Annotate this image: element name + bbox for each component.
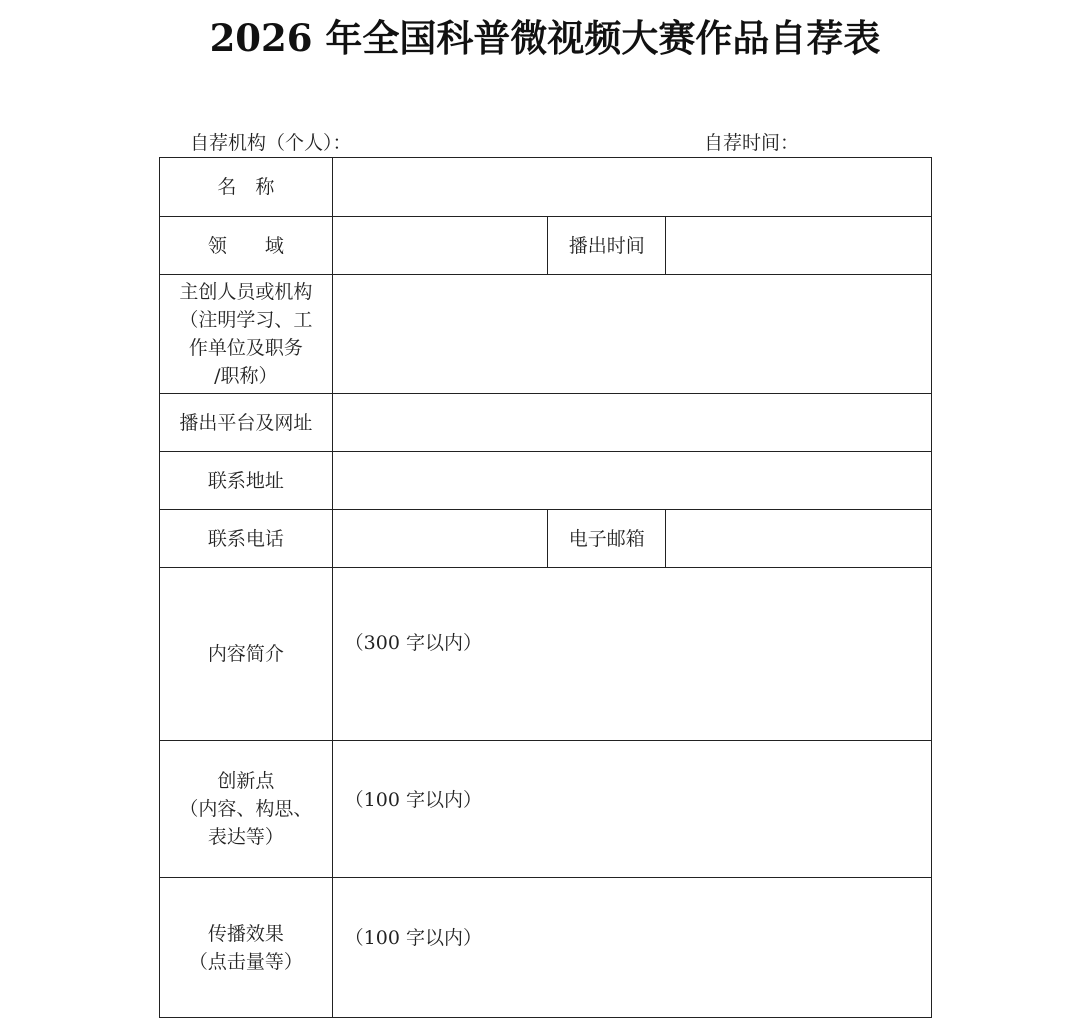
phone-label: 联系电话 <box>160 510 333 568</box>
innovation-field[interactable] <box>332 741 931 878</box>
row-contact <box>160 510 932 568</box>
name-field[interactable] <box>332 158 931 217</box>
creators-label-line: /职称） <box>214 365 278 387</box>
platform-field[interactable] <box>332 394 931 452</box>
creators-field[interactable] <box>332 275 931 394</box>
email-field[interactable] <box>665 510 931 568</box>
row-address <box>160 452 932 510</box>
innovation-label-line: 表达等） <box>207 826 284 848</box>
row-field <box>160 217 932 275</box>
address-label: 联系地址 <box>160 452 333 510</box>
row-effect <box>160 878 932 1018</box>
creators-label-line: 主创人员或机构 <box>179 281 313 303</box>
effect-label-line: 传播效果 <box>207 922 284 945</box>
time-label: 自荐时间： <box>704 132 800 154</box>
email-label: 电子邮箱 <box>548 510 665 568</box>
row-innovation <box>160 741 932 878</box>
broadcast-time-label: 播出时间 <box>548 217 665 275</box>
name-label: 名 称 <box>160 158 333 217</box>
phone-field[interactable] <box>332 510 548 568</box>
row-summary <box>160 568 932 741</box>
form-table <box>159 157 932 1018</box>
creators-label-line: 作单位及职务 <box>188 337 303 359</box>
row-platform <box>160 394 932 452</box>
innovation-label-line: 创新点 <box>217 770 275 792</box>
row-creators <box>160 275 932 394</box>
page-title: 2026 年全国科普微视频大赛作品自荐表 <box>209 16 881 60</box>
summary-field[interactable] <box>332 568 931 741</box>
row-name <box>160 158 932 217</box>
innovation-label-line: （内容、构思、 <box>179 798 313 820</box>
summary-label: 内容简介 <box>160 568 333 741</box>
effect-field[interactable] <box>332 878 931 1018</box>
address-field[interactable] <box>332 452 931 510</box>
effect-label <box>160 878 333 1018</box>
field-label: 领 域 <box>160 217 333 275</box>
broadcast-time-field[interactable] <box>665 217 931 275</box>
effect-hint: （100 字以内） <box>344 927 482 949</box>
creators-label <box>160 275 333 394</box>
creators-label-line: （注明学习、工 <box>179 309 313 331</box>
field-value[interactable] <box>332 217 548 275</box>
org-label: 自荐机构（个人）： <box>190 132 352 154</box>
effect-label-line: （点击量等） <box>188 950 303 973</box>
platform-label: 播出平台及网址 <box>160 394 333 452</box>
innovation-hint: （100 字以内） <box>344 789 482 811</box>
summary-hint: （300 字以内） <box>344 632 482 654</box>
innovation-label <box>160 741 333 878</box>
